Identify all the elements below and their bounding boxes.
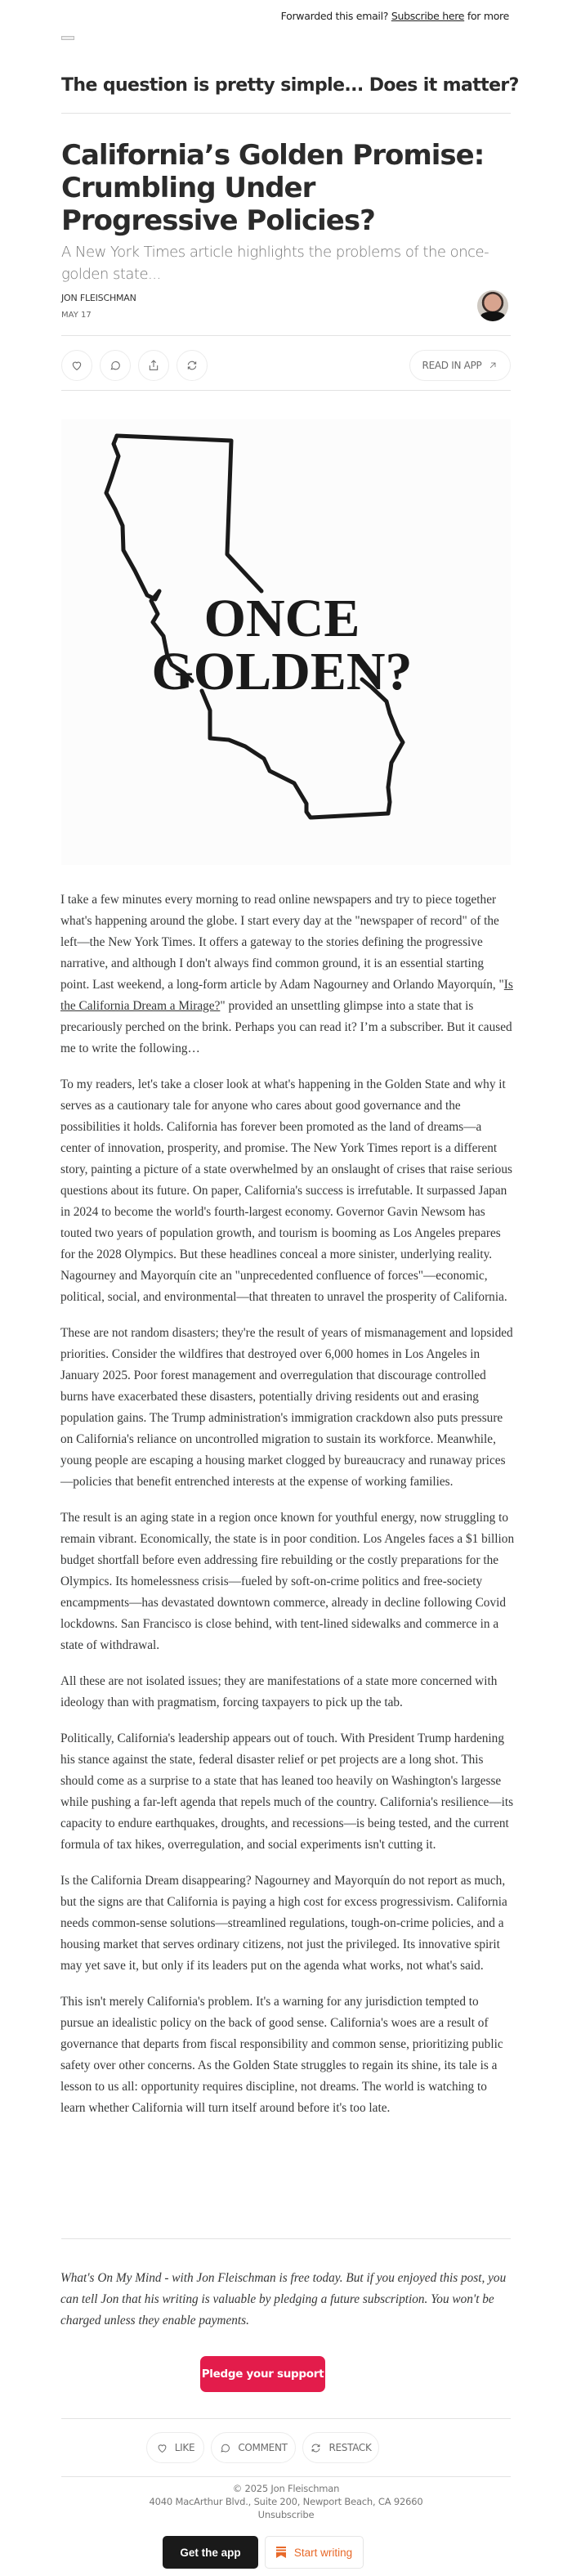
publication-logo[interactable]: [61, 36, 74, 40]
restack-icon: [185, 359, 199, 372]
nyt-article-link[interactable]: Is the California Dream a Mirage?: [60, 978, 513, 1013]
svg-text:GOLDEN?: GOLDEN?: [151, 642, 413, 701]
restack-icon: [310, 2442, 322, 2454]
bottom-actions: [0, 2432, 572, 2465]
post-subtitle: A New York Times article highlights the problems of the once-golden state...: [61, 244, 489, 283]
divider: [61, 335, 511, 336]
unsubscribe-link[interactable]: Unsubscribe: [257, 2509, 315, 2520]
paragraph: Politically, California's leadership appears out of touch. With President Trump hardening his stance against the state, federal disaster relief or pet projects are a long shot. This should come as a surprise to a state that has leaned too heavily on Washington's largesse while pushing a far-left agenda that repels much of the country. California's resilience—its capacity to endure earthquakes, droughts, and recessions—is being tested, and the current formula of tax hikes, overregulation, and social experiments isn't cutting it.: [60, 1732, 514, 1852]
like-button[interactable]: [61, 350, 92, 381]
pledge-promo-text: What's On My Mind - with Jon Fleischman is free today. But if you enjoyed this post, you can tell Jon that his writing is valuable by pledging a future subscription. You won't be charged unless they enable payments.: [60, 2271, 507, 2327]
comment-icon: [109, 359, 122, 372]
substack-logo-icon: [276, 2547, 286, 2558]
comment-icon: [219, 2442, 231, 2454]
section-heading: The question is pretty simple... Does it matter?: [61, 75, 519, 96]
share-icon: [147, 359, 160, 372]
divider: [61, 113, 511, 114]
author-name[interactable]: JON FLEISCHMAN: [61, 293, 136, 303]
paragraph: I take a few minutes every morning to read online newspapers and try to piece together what's happening around the globe. I start every day at the "newspaper of record" of the left—the New York Times. It offers a gateway to the stories defining the progressive narrative, and although I don't always find common ground, it is an essential starting point. Last weekend, a long-form article by Adam Nagourney and Orlando Mayorquín, "Is the California Dream a Mirage?" provided an unsettling glimpse into a state that is precariously perched on the brink. Perhaps you can read it? I’m a subscriber. But it caused me to write the following…: [60, 893, 513, 1055]
paragraph: This isn't merely California's problem. It's a warning for any jurisdiction tempted to pursue an idealistic policy on the back of good sense. California's woes are a result of governance that departs from fiscal responsibility and common sense, prioritizing public safety over other concerns. As the Golden State struggles to regain its shine, its tale is a lesson to us all: opportunity requires discipline, not dreams. The world is watching to learn whether California will turn itself around before it's too late.: [60, 1995, 503, 2115]
arrow-up-right-icon: [488, 361, 498, 370]
footer: [0, 2482, 572, 2521]
restack-pill-button[interactable]: RESTACK: [302, 2432, 379, 2463]
divider: [61, 2238, 511, 2239]
divider: [61, 390, 511, 391]
paragraph: The result is an aging state in a region once known for youthful energy, now struggling to remain vibrant. Economically, the state is in poor condition. Los Angeles faces a $1 billion budget shortfall before even addressing fire rebuilding or the costly preparations for the Olympics. Its homelessness crisis—fueled by soft-on-crime politics and free-society encampments—has devastated downtown commerce, already in decline following Covid lockdowns. San Francisco is close behind, with tent-lined sidewalks and commerce in a state of withdrawal.: [60, 1511, 515, 1652]
svg-text:ONCE: ONCE: [203, 589, 360, 648]
divider: [61, 2418, 511, 2419]
comment-pill-button[interactable]: COMMENT: [211, 2432, 296, 2463]
pledge-support-button[interactable]: Pledge your support: [200, 2356, 325, 2392]
paragraph: These are not random disasters; they're the result of years of mismanagement and lopsided priorities. Consider the wildfires that destroyed over 6,000 homes in Los Angeles in January 2025. Poor forest management and overregulation that discourage controlled burns have exacerbated these disasters, potentially driving residents out and erasing population gains. The Trump administration's immigration crackdown also puts pressure on California's reliance on uncontrolled migration to sustain its workforce. Meanwhile, young people are escaping a housing market clogged by bureaucracy and runaway prices—policies that benefit entrenched interests at the expense of working families.: [60, 1326, 513, 1489]
post-date: MAY 17: [61, 311, 92, 320]
hero-image[interactable]: [61, 419, 511, 865]
california-map-illustration: [61, 419, 511, 865]
restack-button[interactable]: [177, 350, 208, 381]
forward-notice: Forwarded this email? Subscribe here for more: [280, 10, 509, 22]
author-avatar[interactable]: [477, 290, 508, 321]
paragraph: To my readers, let's take a closer look at what's happening in the Golden State and why it serves as a cautionary tale for anyone who cares about good governance and the possibilities it holds. California has forever been promoted as the land of dreams—a center of innovation, prosperity, and promise. The New York Times report is a different story, painting a picture of a state overwhelmed by an onslaught of crises that raise serious questions about its future. On paper, California's success is irrefutable. It surpassed Japan in 2024 to become the world's fourth-largest economy. Governor Gavin Newsom has touted two years of population growth, and tourism is booming as Los Angeles prepares for the 2028 Olympics. But these headlines conceal a more sinister, underlying reality. Nagourney and Mayorquín cite an "unprecedented confluence of forces"—economic, political, social, and environmental—that threaten to unravel the prosperity of California.: [60, 1077, 512, 1304]
copyright: © 2025 Jon Fleischman: [232, 2483, 340, 2494]
comment-button[interactable]: [100, 350, 131, 381]
start-writing-button[interactable]: Start writing: [265, 2536, 364, 2569]
get-app-button[interactable]: Get the app: [163, 2536, 258, 2569]
paragraph: Is the California Dream disappearing? Nagourney and Mayorquín do not report as much, but the signs are that California is paying a high cost for excess progressivism. California needs common-sense solutions—streamlined regulations, tough-on-crime policies, and a housing market that serves ordinary citizens, not just the privileged. Its innovative spirit may yet save it, but only if its leaders put on the agenda what works, not what's said.: [60, 1874, 507, 1973]
heart-icon: [156, 2442, 168, 2454]
article-body: [60, 889, 515, 2134]
heart-icon: [70, 359, 83, 372]
like-pill-button[interactable]: LIKE: [146, 2432, 204, 2463]
paragraph: All these are not isolated issues; they are manifestations of a state more concerned with ideology than with pragmatism, forcing taxpayers to pick up the tab.: [60, 1674, 498, 1709]
post-title[interactable]: California’s Golden Promise: Crumbling Under Progressive Policies?: [61, 139, 485, 237]
post-actions: [61, 350, 511, 392]
address: 4040 MacArthur Blvd., Suite 200, Newport Beach, CA 92660: [149, 2496, 423, 2507]
subscribe-link[interactable]: Subscribe here: [391, 10, 465, 22]
read-in-app-button[interactable]: READ IN APP: [409, 350, 511, 381]
share-button[interactable]: [138, 350, 169, 381]
divider: [61, 2476, 511, 2477]
